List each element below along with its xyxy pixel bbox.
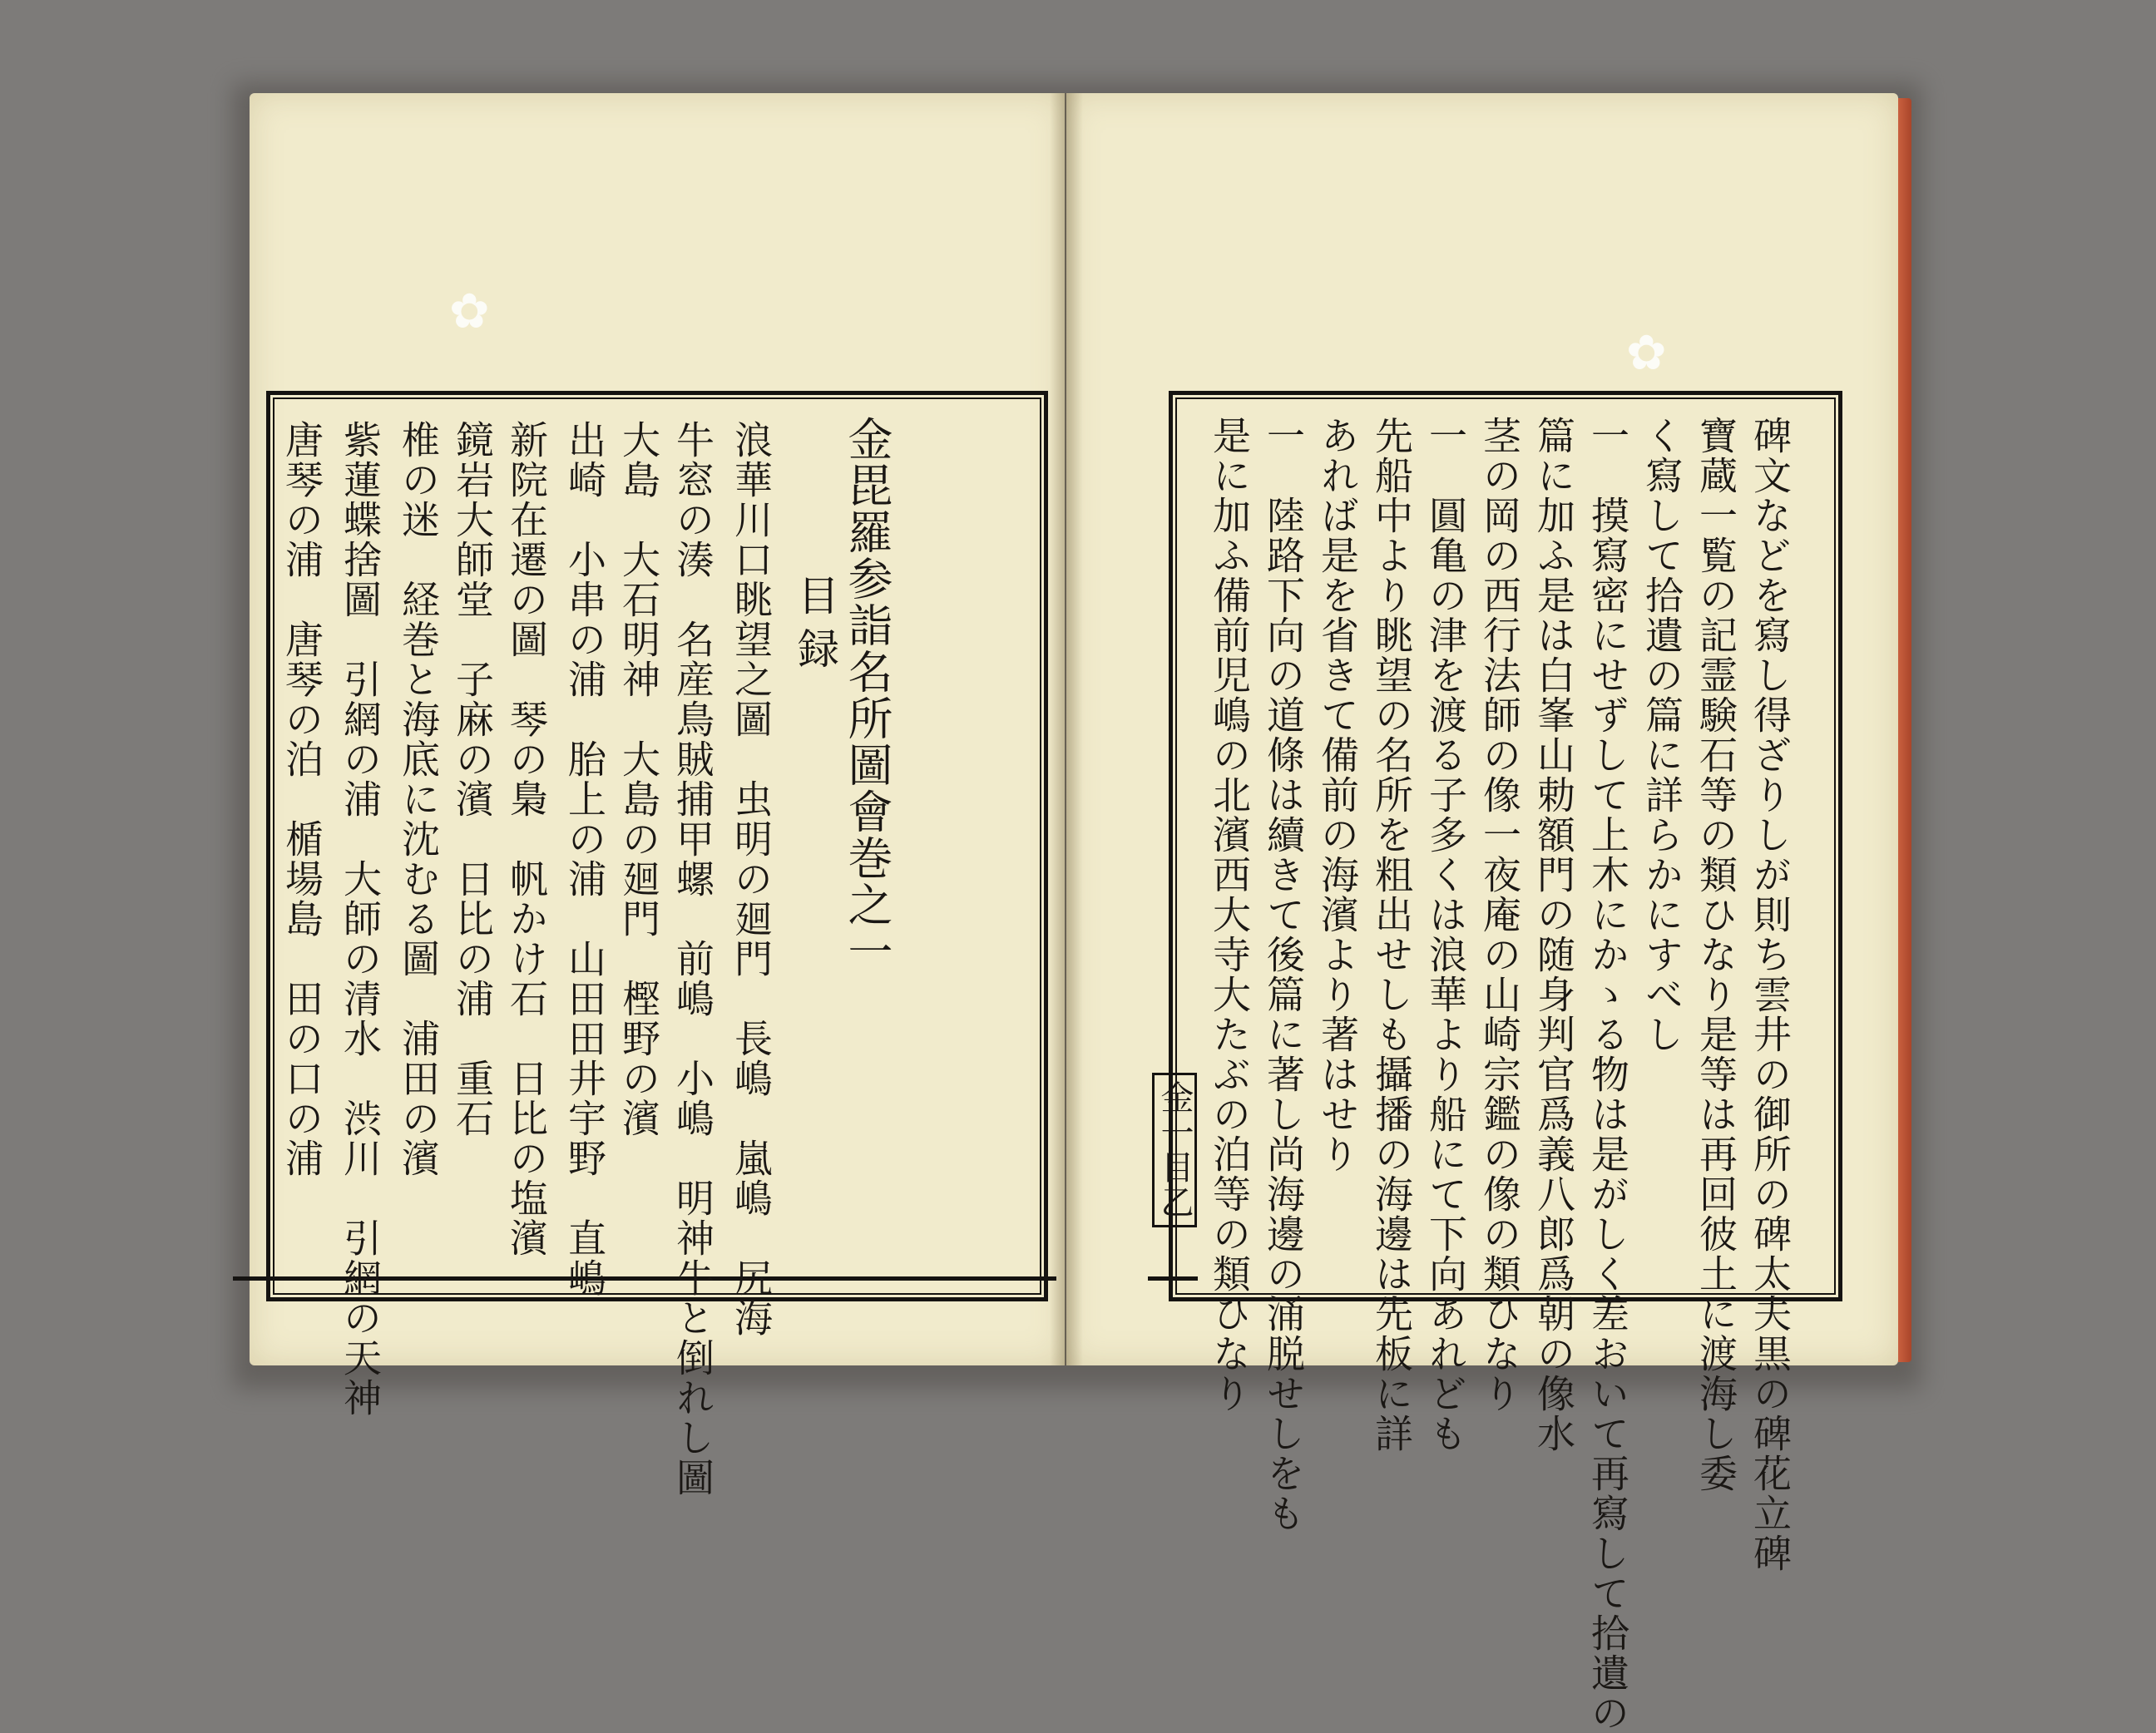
paper-mark-icon: ✿ <box>1626 324 1667 381</box>
notes-column-7: 一 圓亀の津を渡る子多くは浪華より船にて下向あれども <box>1423 416 1468 1454</box>
contents-column-6: 鏡岩大師堂 子麻の濱 日比の浦 重石 <box>450 420 495 1138</box>
notes-column-9: あれば是を省きて備前の海濱より著はせり <box>1315 416 1360 1174</box>
book-gutter <box>1050 93 1083 1365</box>
contents-heading: 目録 <box>791 574 839 680</box>
notes-column-5: 篇に加ふ是は白峯山勅額門の随身判官爲義八郎爲朝の像水 <box>1531 416 1576 1454</box>
notes-column-4: 一 摸寫密にせずして上木にかゝる物は是がしく差おいて再寫して拾遺の <box>1585 416 1630 1733</box>
notes-column-3: く寫して拾遺の篇に詳らかにすべし <box>1639 416 1684 1054</box>
book-title: 金毘羅参詣名所圖會巻之一 <box>841 416 893 975</box>
contents-column-9: 唐琴の浦 唐琴の泊 楯場島 田の口の浦 <box>279 420 324 1178</box>
notes-column-1: 碑文などを寫し得ざりしが則ち雲井の御所の碑太夫黒の碑花立碑 <box>1748 416 1793 1573</box>
cover-edge <box>1898 98 1911 1362</box>
contents-column-8: 紫蓮蝶捨圖 引網の浦 大師の清水 渋川 引網の天神 <box>338 420 383 1418</box>
contents-column-1: 浪華川口眺望之圖 虫明の廻門 長嶋 嵐嶋 尻海 <box>729 420 774 1338</box>
right-bottom-rule <box>1148 1276 1198 1281</box>
notes-column-10: 一 陸路下向の道條は續きて後篇に著し尚海邊の涌脱せしをも <box>1261 416 1306 1533</box>
notes-column-8: 先船中より眺望の名所を粗出せしも攝播の海邊は先板に詳 <box>1369 416 1414 1454</box>
contents-column-5: 新院在遷の圖 琴の梟 帆かけ石 日比の塩濱 <box>504 420 549 1258</box>
notes-column-11: 是に加ふ備前児嶋の北濱西大寺大たぶの泊等の類ひなり <box>1207 416 1252 1414</box>
notes-column-6: 茎の岡の西行法師の像一夜庵の山崎宗鑑の像の類ひなり <box>1477 416 1522 1414</box>
paper-mark-icon: ✿ <box>449 283 490 339</box>
contents-column-7: 椎の迷 経巻と海底に沈むる圖 浦田の濱 <box>396 420 441 1178</box>
contents-column-4: 出崎 小串の浦 胎上の浦 山田田井宇野 直嶋 <box>562 420 607 1298</box>
page-folio: 金一目乙 <box>1152 1073 1197 1227</box>
contents-column-3: 大島 大石明神 大島の廻門 樫野の濱 <box>616 420 661 1138</box>
notes-column-2: 寶蔵一覧の記霊験石等の類ひなり是等は再回彼土に渡海し委 <box>1694 416 1738 1494</box>
contents-column-2: 牛窓の湊 名産鳥賊捕甲螺 前嶋 小嶋 明神牛と倒れし圖 <box>670 420 715 1498</box>
